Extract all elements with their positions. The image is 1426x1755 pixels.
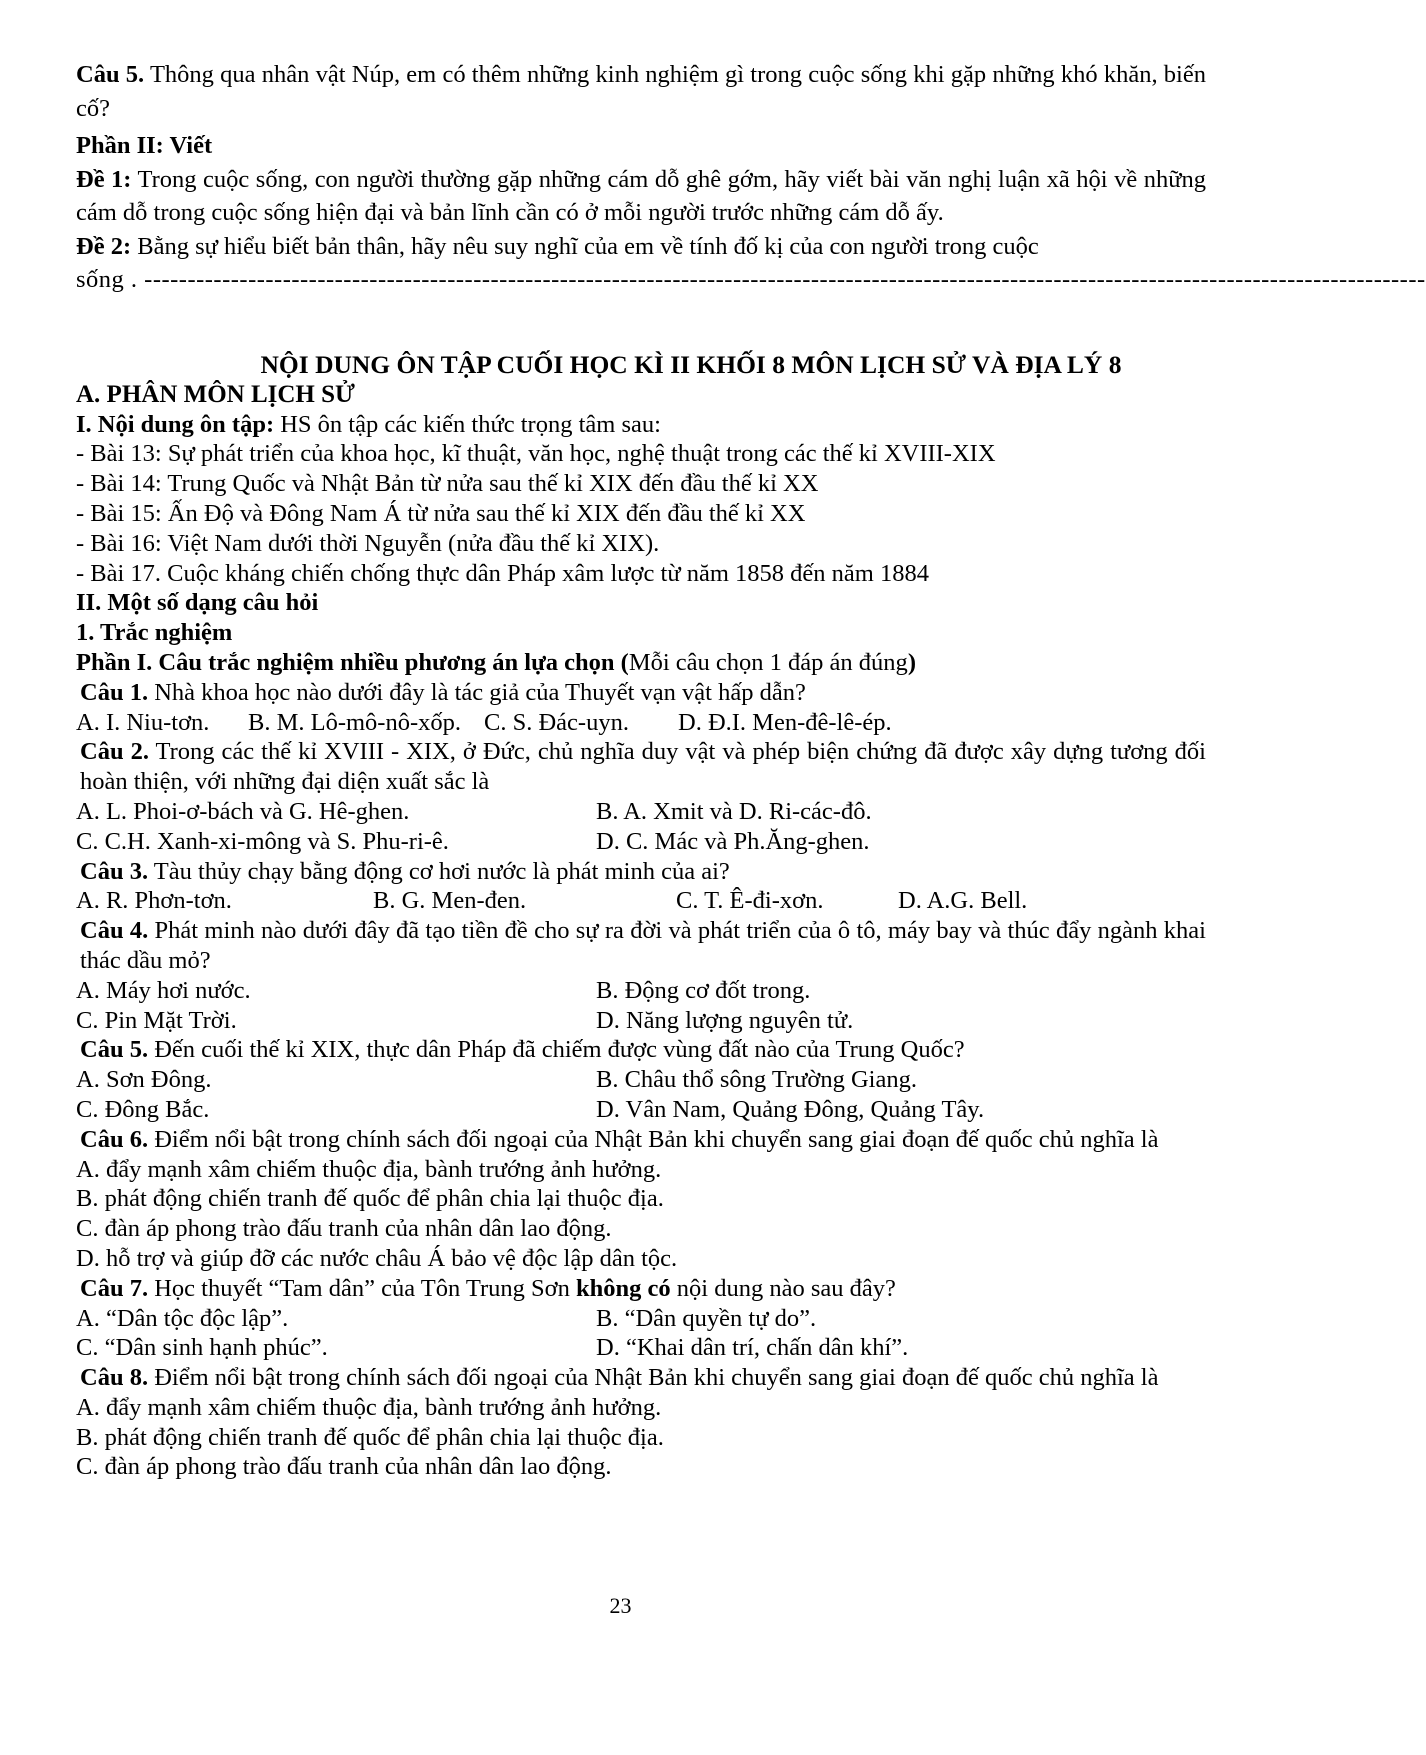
question-label: Câu 7. (80, 1274, 149, 1302)
heading-text: II. Một số dạng câu hỏi (76, 589, 319, 617)
answer-d: D. A.G. Bell. (898, 887, 1028, 915)
topic-text: Bằng sự hiểu biết bản thân, hãy nêu suy nghĩ của em về tính đố kị của con người trong cuộc (131, 232, 1039, 260)
lesson-item: - Bài 15: Ấn Độ và Đông Nam Á từ nửa sau thế kỉ XIX đến đầu thế kỉ XX (76, 499, 806, 527)
question-label: Câu 8. (80, 1364, 149, 1392)
heading-text: 1. Trắc nghiệm (76, 619, 233, 647)
answer-a: A. đẩy mạnh xâm chiếm thuộc địa, bành trướng ảnh hưởng. (76, 1393, 662, 1421)
section-a-heading: A. PHÂN MÔN LỊCH SỬ (76, 380, 355, 408)
question-text: Tàu thủy chạy bằng động cơ hơi nước là phát minh của ai? (148, 857, 730, 885)
section-1-heading (76, 410, 1206, 440)
answer-d: D. C. Mác và Ph.Ăng-ghen. (596, 827, 870, 855)
question-text: Đến cuối thế kỉ XIX, thực dân Pháp đã chiếm được vùng đất nào của Trung Quốc? (148, 1036, 965, 1064)
question-emphasis: không có (576, 1274, 671, 1302)
topic-2-end-separator: sống . ---------------------------------------------------------------------------------------------------------------------------------------------------- (76, 266, 1426, 293)
previous-section (76, 58, 1426, 297)
page-number: 23 (609, 1593, 632, 1618)
page-title: NỘI DUNG ÔN TẬP CUỐI HỌC KÌ II KHỐI 8 MÔN LỊCH SỬ VÀ ĐỊA LÝ 8 (260, 350, 1122, 379)
answer-b: B. Động cơ đốt trong. (596, 976, 811, 1004)
section-text: HS ôn tập các kiến thức trọng tâm sau: (274, 410, 661, 438)
lesson-item: - Bài 17. Cuộc kháng chiến chống thực dân Pháp xâm lược từ năm 1858 đến năm 1884 (76, 559, 929, 587)
answer-a: A. L. Phoi-ơ-bách và G. Hê-ghen. (76, 797, 410, 825)
answer-a: A. đẩy mạnh xâm chiếm thuộc địa, bành trướng ảnh hưởng. (76, 1155, 662, 1183)
lesson-item: - Bài 13: Sự phát triển của khoa học, kĩ thuật, văn học, nghệ thuật trong các thế kỉ XVIII-XIX (76, 440, 996, 468)
instruction-text: Mỗi câu chọn 1 đáp án đúng (628, 648, 908, 676)
multiple-choice-heading (76, 618, 1206, 648)
answer-b: B. Châu thổ sông Trường Giang. (596, 1066, 917, 1094)
answer-d: D. Năng lượng nguyên tử. (596, 1006, 854, 1034)
question-label: Câu 2. (80, 738, 149, 766)
question-3 (76, 857, 1206, 887)
answer-b: B. A. Xmit và D. Ri-các-đô. (596, 797, 872, 825)
answer-row (76, 976, 1206, 1006)
question-8 (76, 1363, 1206, 1393)
question-text: Học thuyết “Tam dân” của Tôn Trung Sơn (148, 1274, 576, 1302)
answer-a: A. R. Phơn-tơn. (76, 887, 232, 915)
answer-row (76, 827, 1206, 857)
answer-row (76, 1006, 1206, 1036)
answer-b: B. G. Men-đen. (373, 887, 527, 915)
answer-row (76, 708, 1206, 738)
question-label: Câu 3. (80, 857, 149, 885)
answer-a: A. Máy hơi nước. (76, 976, 251, 1004)
part-2-heading (76, 129, 1206, 163)
question-label: Câu 4. (80, 917, 149, 945)
answer-row (76, 1065, 1206, 1095)
question-text: Điểm nổi bật trong chính sách đối ngoại của Nhật Bản khi chuyển sang giai đoạn đế quốc chủ nghĩa là (148, 1364, 1159, 1392)
answer-c: C. đàn áp phong trào đấu tranh của nhân dân lao động. (76, 1453, 612, 1481)
part-1-heading (76, 648, 1206, 678)
question-5 (76, 1035, 1206, 1065)
question-text: Phát minh nào dưới đây đã tạo tiền đề cho sự ra đời và phát triển của ô tô, máy bay và thúc đẩy ngành khai thác dầu mỏ? (80, 917, 1206, 974)
question-2 (76, 737, 1206, 797)
topic-1 (76, 163, 1206, 230)
answer-b: B. “Dân quyền tự do”. (596, 1304, 817, 1332)
answer-row (76, 1333, 1206, 1363)
answer-d: D. Đ.I. Men-đê-lê-ép. (678, 708, 892, 736)
topic-label: Đề 1: (76, 165, 132, 193)
answer-c: C. Pin Mặt Trời. (76, 1006, 237, 1034)
answer-a: A. “Dân tộc độc lập”. (76, 1304, 289, 1332)
answer-b: B. phát động chiến tranh đế quốc để phân chia lại thuộc địa. (76, 1423, 664, 1451)
paren-open: ( (614, 648, 629, 676)
answer-b: B. phát động chiến tranh đế quốc để phân chia lại thuộc địa. (76, 1185, 664, 1213)
question-label: Câu 1. (80, 678, 149, 706)
answer-row (76, 797, 1206, 827)
answer-c: C. C.H. Xanh-xi-mông và S. Phu-ri-ê. (76, 827, 449, 855)
question-text: nội dung nào sau đây? (670, 1274, 896, 1302)
section-label: I. Nội dung ôn tập: (76, 410, 275, 438)
topic-2 (76, 230, 1206, 264)
answer-c: C. T. Ê-đi-xơn. (676, 887, 824, 915)
question-label: Câu 5. (76, 61, 145, 88)
topic-label: Đề 2: (76, 232, 132, 260)
question-1 (76, 678, 1206, 708)
question-label: Câu 6. (80, 1125, 149, 1153)
question-6 (76, 1125, 1206, 1155)
lesson-item: - Bài 16: Việt Nam dưới thời Nguyễn (nửa đầu thế kỉ XIX). (76, 529, 660, 557)
answer-row (76, 886, 1206, 916)
question-label: Câu 5. (80, 1036, 149, 1064)
section-2-heading (76, 588, 1206, 618)
answer-d: D. hỗ trợ và giúp đỡ các nước châu Á bảo vệ độc lập dân tộc. (76, 1244, 678, 1272)
question-text: Trong các thế kỉ XVIII - XIX, ở Đức, chủ nghĩa duy vật và phép biện chứng đã được xây dựng tương đối hoàn thiện, với những đại diện xuất sắc là (80, 738, 1206, 796)
question-text: Nhà khoa học nào dưới đây là tác giả của Thuyết vạn vật hấp dẫn? (148, 678, 806, 706)
answer-d: D. “Khai dân trí, chấn dân khí”. (596, 1334, 909, 1362)
answer-c: C. “Dân sinh hạnh phúc”. (76, 1334, 328, 1362)
answer-c: C. đàn áp phong trào đấu tranh của nhân dân lao động. (76, 1215, 612, 1243)
answer-row (76, 1095, 1206, 1125)
answer-d: D. Vân Nam, Quảng Đông, Quảng Tây. (596, 1095, 985, 1123)
lesson-item: - Bài 14: Trung Quốc và Nhật Bản từ nửa sau thế kỉ XIX đến đầu thế kỉ XX (76, 470, 819, 498)
question-text: Điểm nổi bật trong chính sách đối ngoại của Nhật Bản khi chuyển sang giai đoạn đế quốc chủ nghĩa là (148, 1125, 1159, 1153)
topic-text: Trong cuộc sống, con người thường gặp những cám dỗ ghê gớm, hãy viết bài văn nghị luận xã hội về những cám dỗ trong cuộc sống hiện đại và bản lĩnh cần có ở mỗi người trước những cám dỗ ấy. (76, 165, 1206, 226)
question-4 (76, 916, 1206, 976)
question-text: Thông qua nhân vật Núp, em có thêm những kinh nghiệm gì trong cuộc sống khi gặp những khó khăn, biến cố? (76, 61, 1206, 122)
answer-c: C. Đông Bắc. (76, 1095, 210, 1123)
answer-a: A. Sơn Đông. (76, 1066, 212, 1094)
answer-c: C. S. Đác-uyn. (484, 708, 629, 736)
answer-a: A. I. Niu-tơn. (76, 708, 210, 736)
question-5-literature (76, 58, 1206, 125)
history-review-section (76, 350, 1206, 1482)
heading-text: Phần I. Câu trắc nghiệm nhiều phương án lựa chọn (76, 648, 615, 676)
heading-text: Phần II: Viết (76, 132, 213, 159)
answer-b: B. M. Lô-mô-nô-xốp. (248, 708, 461, 736)
question-7 (76, 1274, 1206, 1304)
answer-row (76, 1304, 1206, 1334)
paren-close: ) (907, 648, 916, 676)
